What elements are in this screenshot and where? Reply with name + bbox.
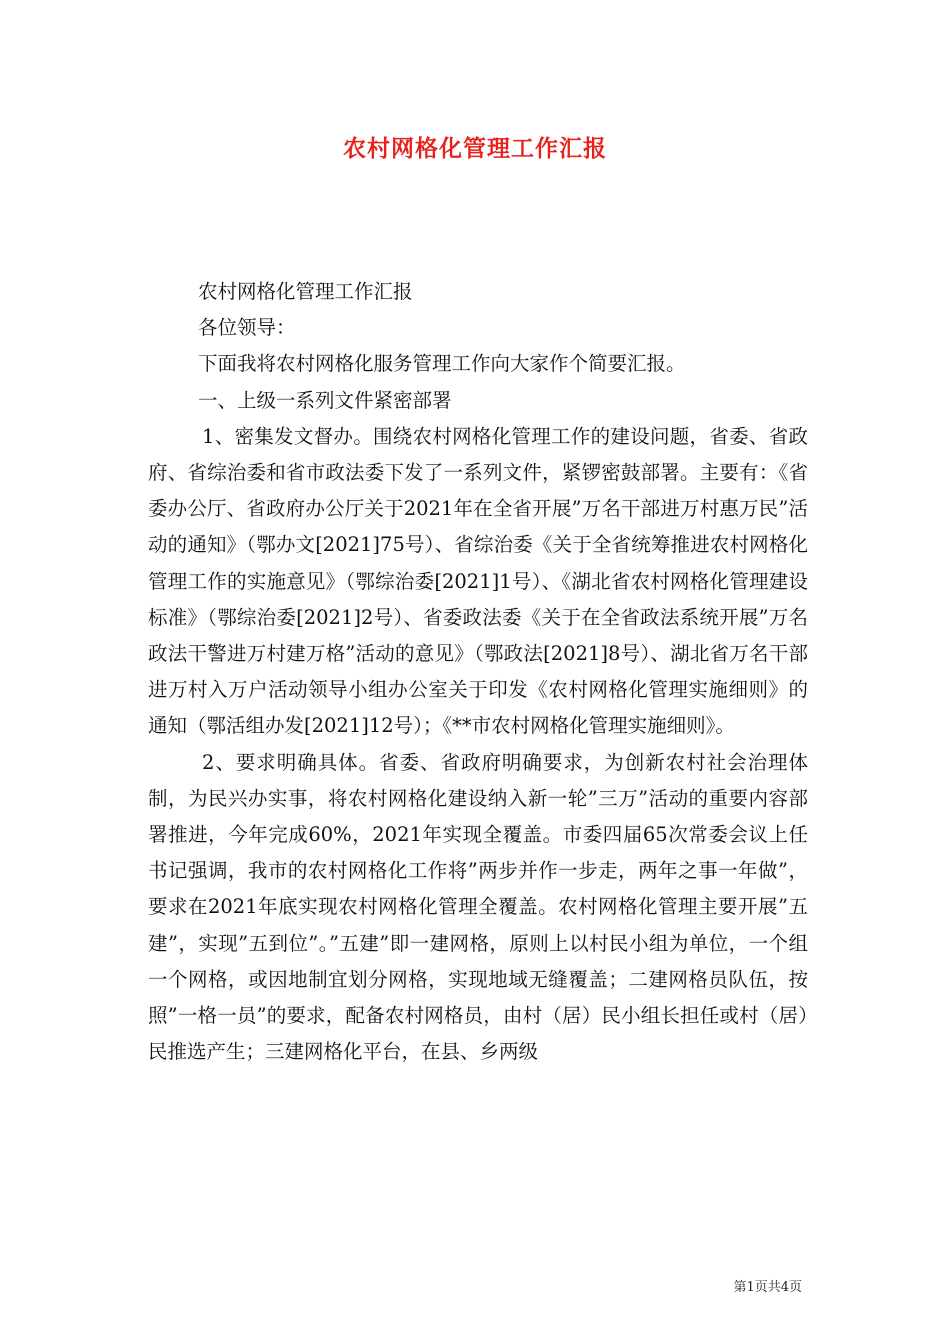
paragraph-item-2: 2、要求明确具体。省委、省政府明确要求，为创新农村社会治理体制，为民兴办实事，将农村网格化建设纳入新一轮”三万”活动的重要内容部署推进，今年完成60%，2021年实现全覆盖。市委四届65次常委会议上任书记强调，我市的农村网格化工作将”两步并作一步走，两年之事一年做”，要求在2021年底实现农村网格化管理全覆盖。农村网格化管理主要开展”五建”，实现”五到位”。”五建”即一建网格，原则上以村民小组为单位，一个组一个网格，或因地制宜划分网格，实现地域无缝覆盖；二建网格员队伍，按照”一格一员”的要求，配备农村网格员，由村（居）民小组长担任或村（居）民推选产生；三建网格化平台，在县、乡两级 bbox=[148, 750, 808, 1064]
paragraph-salutation: 各位领导： bbox=[198, 316, 296, 340]
section-heading-1: 一、上级一系列文件紧密部署 bbox=[198, 388, 452, 412]
paragraph-intro: 下面我将农村网格化服务管理工作向大家作个简要汇报。 bbox=[198, 352, 686, 376]
document-title: 农村网格化管理工作汇报 bbox=[343, 135, 607, 162]
paragraph-heading-repeat: 农村网格化管理工作汇报 bbox=[198, 280, 413, 303]
paragraph-item-1: 1、密集发文督办。围绕农村网格化管理工作的建设问题，省委、省政府、省综治委和省市政法委下发了一系列文件，紧锣密鼓部署。主要有：《省委办公厅、省政府办公厅关于2021年在全省开展”万名干部进万村惠万民”活动的通知》（鄂办文[2021]75号）、省综治委《关于全省统筹推进农村网格化管理工作的实施意见》（鄂综治委[2021]1号）、《湖北省农村网格化管理建设标准》（鄂综治委[2021]2号）、省委政法委《关于在全省政法系统开展”万名政法干警进万村建万格”活动的意见》（鄂政法[2021]8号）、湖北省万名干部进万村入万户活动领导小组办公室关于印发《农村网格化管理实施细则》的通知（鄂活组办发[2021]12号）；《**市农村网格化管理实施细则》。 bbox=[148, 424, 808, 738]
document-body bbox=[148, 274, 808, 1070]
page-footer: 第1页共4页 bbox=[733, 1280, 802, 1295]
